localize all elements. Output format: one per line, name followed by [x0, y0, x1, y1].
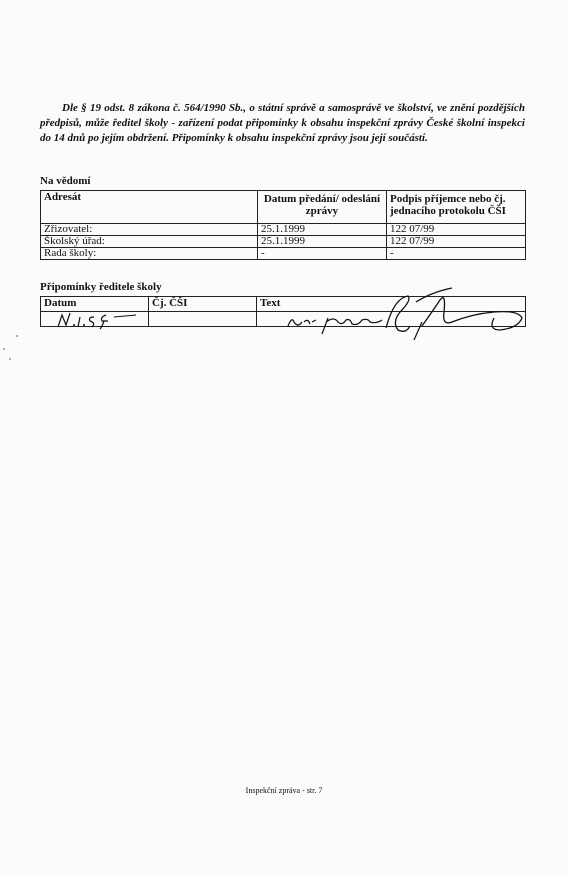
- cell-date: -: [258, 248, 387, 260]
- cell-reference: 122 07/99: [387, 224, 526, 236]
- cell-reference: -: [387, 248, 526, 260]
- header-date: Datum předání/ odeslání zprávy: [258, 191, 387, 224]
- intro-paragraph: Dle § 19 odst. 8 zákona č. 564/1990 Sb., o státní správě a samosprávě ve školství, ve znění pozdějších předpisů, může ředitel školy - zařízení podat připomínky k obsahu inspekční zprávy České školní inspekci do 14 dnů po jejím obdržení. Připomínky k obsahu inspekční zprávy jsou její součástí.: [40, 102, 525, 144]
- cell-handwritten-date: [41, 312, 149, 327]
- scan-speck: [3, 348, 5, 350]
- cell-date: 25.1.1999: [258, 224, 387, 236]
- cell-date: 25.1.1999: [258, 236, 387, 248]
- cell-recipient: Školský úřad:: [41, 236, 258, 248]
- header-reference: Čj. ČŠI: [149, 297, 257, 312]
- page-footer: Inspekční zpráva - str. 7: [245, 786, 323, 795]
- header-text: Text: [257, 297, 526, 312]
- scan-speck: [16, 335, 18, 337]
- cell-reference: [149, 312, 257, 327]
- comments-title: Připomínky ředitele školy: [40, 281, 162, 293]
- table-row: [41, 236, 526, 248]
- scan-speck: [9, 358, 11, 360]
- table-row: [41, 224, 526, 236]
- cell-handwritten-text: [257, 312, 526, 327]
- recipients-table: [40, 190, 526, 260]
- header-recipient: Adresát: [41, 191, 258, 224]
- header-signature: Podpis příjemce nebo čj. jednacího protokolu ČŠI: [387, 191, 526, 224]
- comments-table: [40, 296, 526, 327]
- table-header-row: [41, 191, 526, 224]
- header-date: Datum: [41, 297, 149, 312]
- table-header-row: [41, 297, 526, 312]
- cell-reference: 122 07/99: [387, 236, 526, 248]
- cell-recipient: Rada školy:: [41, 248, 258, 260]
- table-row: [41, 312, 526, 327]
- table-row: [41, 248, 526, 260]
- recipients-title: Na vědomí: [40, 175, 91, 187]
- cell-recipient: Zřizovatel:: [41, 224, 258, 236]
